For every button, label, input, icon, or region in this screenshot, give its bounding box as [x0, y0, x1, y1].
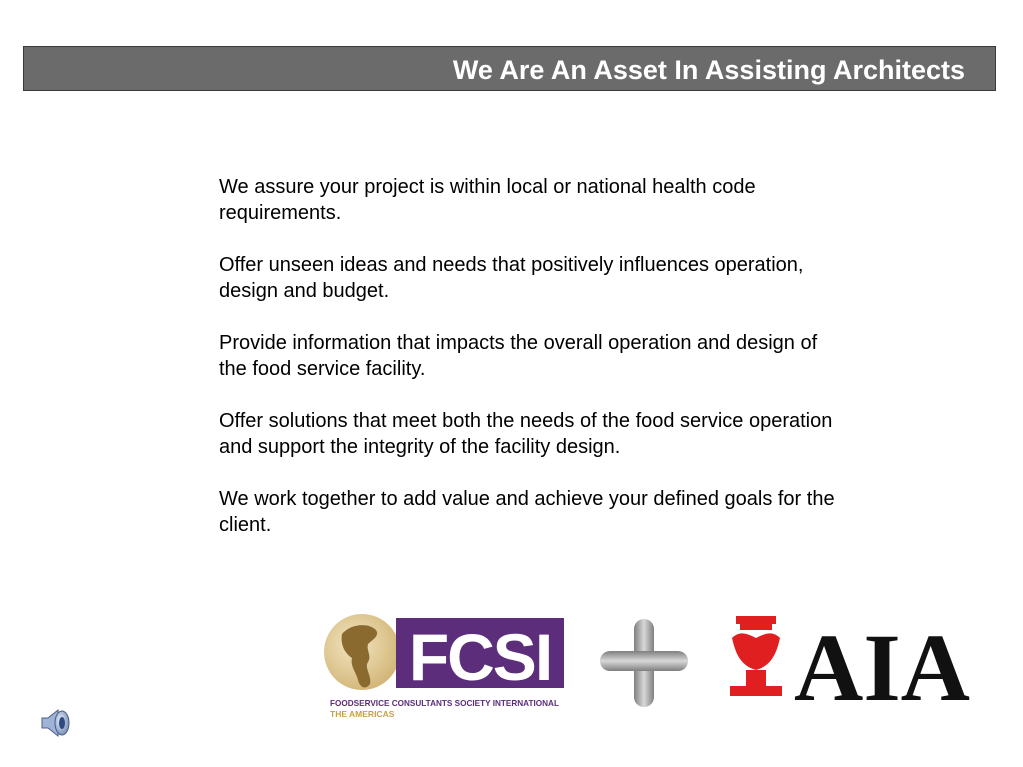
paragraph-health-code: We assure your project is within local or national health code requirements.	[219, 176, 756, 224]
body-text	[219, 174, 839, 564]
slide-title: We Are An Asset In Assisting Architects	[452, 55, 965, 85]
fcsi-society-name: FOODSERVICE CONSULTANTS SOCIETY INTERNATIONAL	[330, 699, 559, 708]
speaker-icon	[38, 705, 74, 741]
audio-button[interactable]	[38, 705, 74, 741]
aia-logo	[722, 612, 978, 708]
title-bar	[23, 46, 996, 91]
paragraph-solutions: Offer solutions that meet both the needs of the food service operation and support the integrity of the facility design.	[219, 410, 833, 458]
plus-icon	[596, 615, 692, 711]
paragraph-unseen-ideas: Offer unseen ideas and needs that positively influences operation, design and budget.	[219, 254, 804, 302]
fcsi-region: THE AMERICAS	[330, 709, 395, 719]
aia-mark: AIA	[793, 614, 971, 708]
paragraph-information: Provide information that impacts the overall operation and design of the food service facility.	[219, 332, 818, 380]
paragraph-add-value: We work together to add value and achieve your defined goals for the client.	[219, 488, 835, 536]
fcsi-mark: FCSI	[408, 620, 552, 694]
eagle-column-icon	[730, 616, 782, 696]
fcsi-logo	[320, 610, 568, 722]
